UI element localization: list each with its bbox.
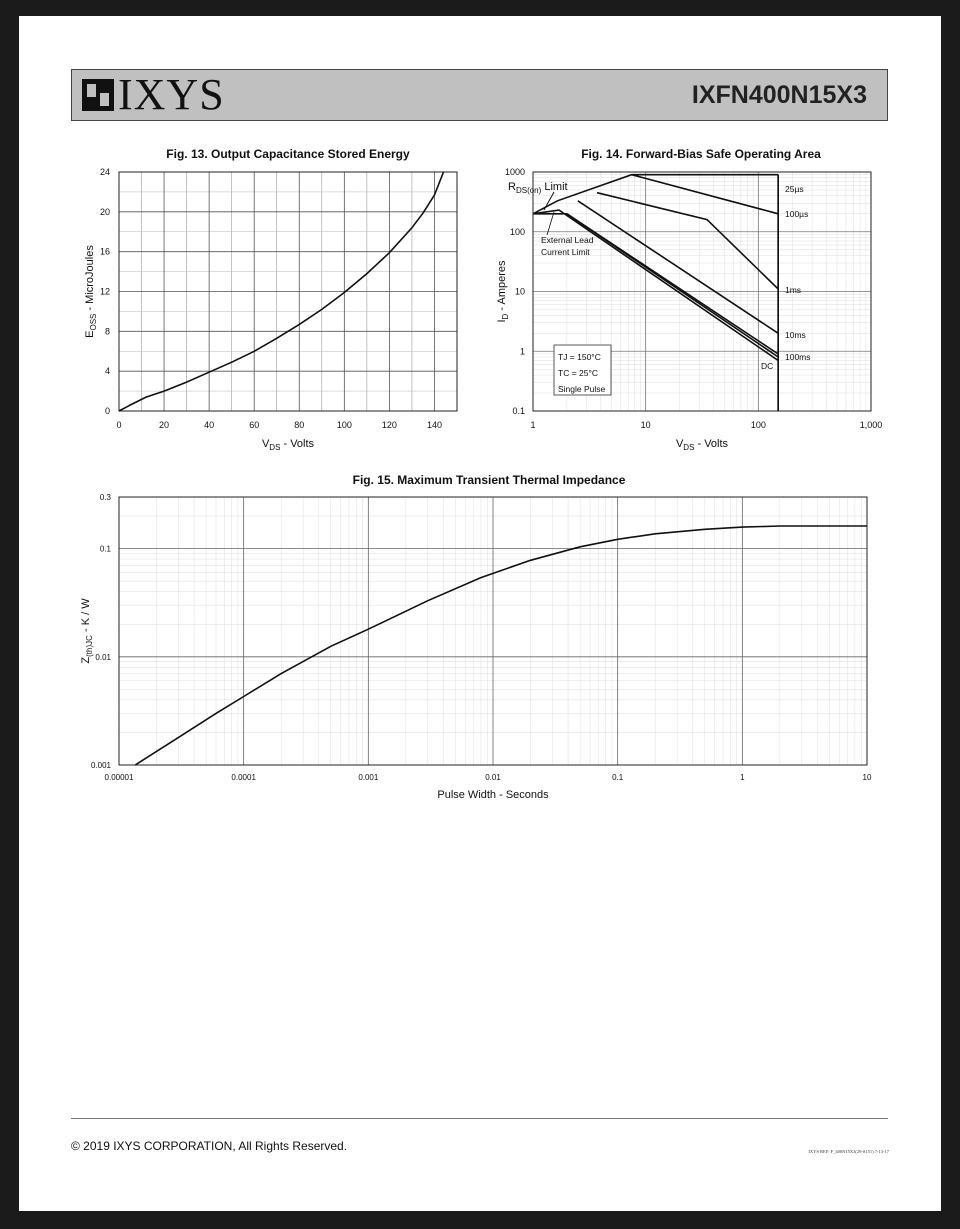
datasheet-page (19, 16, 941, 1211)
x-tick-label: 10 (640, 420, 651, 430)
x-tick-label: 0.01 (485, 773, 501, 782)
x-tick-label: 1,000 (859, 420, 883, 430)
lead-limit-label-1: External Lead (541, 235, 594, 245)
part-number: IXFN400N15X3 (691, 81, 867, 109)
fig15-chart (19, 16, 941, 1211)
x-tick-label: 140 (426, 420, 442, 430)
y-tick-label: 0.1 (99, 544, 111, 554)
x-tick-label: 1 (530, 420, 536, 430)
y-tick-label: 0.001 (90, 761, 111, 770)
x-tick-label: 0.0001 (231, 773, 256, 782)
y-tick-label: 0.3 (99, 493, 111, 502)
rds-limit-label: $R_{DS(on)}$ Limit (508, 181, 568, 195)
y-tick-label: 1 (519, 346, 525, 357)
x-tick-label: 20 (159, 420, 170, 430)
y-tick-label: 1000 (504, 167, 525, 177)
x-tick-label: 0.1 (612, 773, 624, 782)
y-axis-label: $I_D$ - Amperes (496, 260, 510, 323)
fig15-title: Fig. 15. Maximum Transient Thermal Impedance (352, 473, 626, 487)
y-tick-label: 24 (99, 167, 110, 177)
condition-tj: TJ = 150°C (558, 352, 601, 362)
lead-limit-label-2: Current Limit (541, 247, 590, 257)
x-tick-label: 1 (740, 773, 745, 782)
x-tick-label: 100 (750, 420, 766, 430)
reference-code: IXYS REF: F_400N15X3(29-S151) 7-13-17 (808, 1149, 889, 1154)
label-100ms: 100ms (785, 352, 811, 362)
y-tick-label: 0.01 (95, 652, 111, 662)
x-tick-label: 100 (336, 420, 352, 430)
x-axis-label: Pulse Width - Seconds (437, 789, 549, 801)
x-tick-label: 0.001 (358, 773, 379, 782)
y-tick-label: 10 (514, 286, 525, 297)
x-axis-label: $V_{DS}$ - Volts (261, 438, 315, 452)
y-tick-label: 20 (99, 206, 110, 217)
copyright-text: © 2019 IXYS CORPORATION, All Rights Reserved. (71, 1139, 348, 1153)
x-tick-label: 80 (294, 420, 305, 430)
y-tick-label: 16 (99, 246, 110, 257)
x-tick-label: 60 (249, 420, 260, 430)
x-tick-label: 0 (116, 420, 122, 430)
y-tick-label: 8 (104, 326, 110, 337)
condition-pulse: Single Pulse (558, 384, 606, 394)
y-axis-label: $E_{OSS}$ - MicroJoules (84, 245, 98, 338)
condition-tc: TC = 25°C (558, 368, 599, 378)
fig14-title: Fig. 14. Forward-Bias Safe Operating Area (581, 147, 821, 161)
y-tick-label: 0.1 (512, 406, 525, 416)
label-25us: 25µs (785, 184, 804, 194)
fig13-title: Fig. 13. Output Capacitance Stored Energy (166, 147, 410, 161)
footer-divider (71, 1118, 888, 1119)
y-tick-label: 12 (99, 286, 110, 297)
label-100us: 100µs (785, 209, 809, 219)
label-1ms: 1ms (785, 285, 802, 295)
x-tick-label: 0.00001 (104, 773, 134, 782)
logo-text: IXYS (118, 70, 225, 119)
series-line (135, 526, 867, 765)
x-axis-label: $V_{DS}$ - Volts (675, 438, 729, 452)
x-tick-label: 120 (381, 420, 397, 430)
x-tick-label: 40 (204, 420, 215, 430)
y-tick-label: 0 (104, 406, 110, 416)
y-tick-label: 4 (104, 366, 110, 377)
label-dc: DC (761, 361, 774, 371)
label-10ms: 10ms (785, 330, 806, 340)
y-axis-label: $Z_{(th)JC}$ - K / W (80, 598, 94, 664)
y-tick-label: 100 (509, 226, 525, 237)
x-tick-label: 10 (862, 773, 872, 782)
